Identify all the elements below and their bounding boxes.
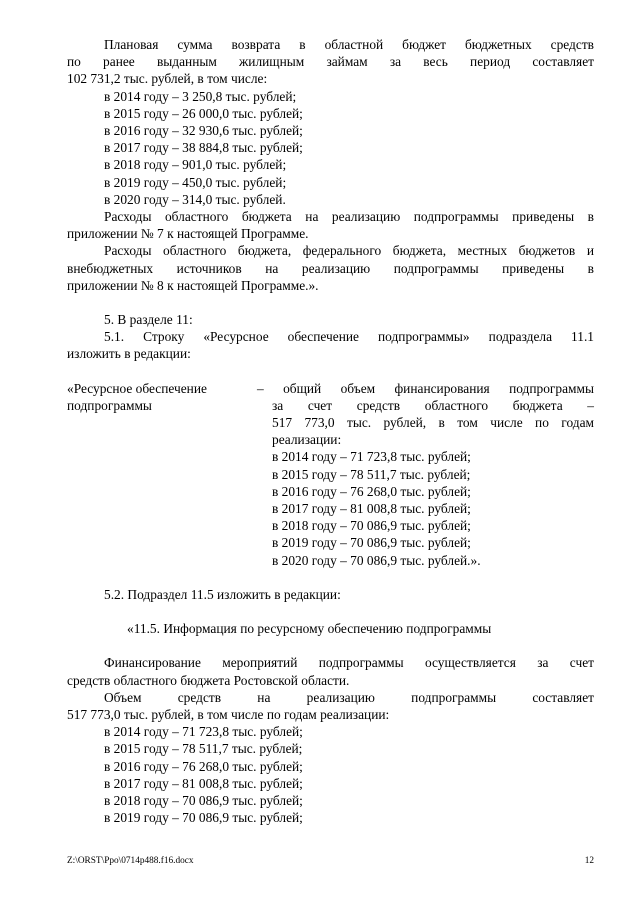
resource-table-row — [67, 380, 594, 569]
row-year-line: в 2014 году – 71 723,8 тыс. рублей; — [272, 449, 471, 465]
plan-year-line: в 2020 году – 314,0 тыс. рублей. — [104, 191, 286, 207]
row-year-line: в 2019 году – 70 086,9 тыс. рублей; — [272, 535, 471, 551]
plan-year-line: в 2017 году – 38 884,8 тыс. рублей; — [104, 140, 303, 156]
item-5-1-line-1: 5.1. Строку «Ресурсное обеспечение подпрограммы» подраздела 11.1 — [104, 329, 594, 345]
plan-year-line: в 2018 году – 901,0 тыс. рублей; — [104, 157, 287, 173]
plan-year-line: в 2014 году – 3 250,8 тыс. рублей; — [104, 88, 297, 104]
plan-year-line: в 2016 году – 32 930,6 тыс. рублей; — [104, 123, 303, 139]
row-year-line: в 2017 году – 81 008,8 тыс. рублей; — [272, 501, 471, 517]
spacer — [67, 603, 594, 620]
volume-line-1: Объем средств на реализацию подпрограммы составляет — [104, 689, 594, 705]
document-body — [67, 36, 594, 826]
spacer — [67, 294, 594, 311]
expenses-paragraph-2-line-1: Расходы областного бюджета, федерального бюджета, местных бюджетов и — [104, 243, 594, 259]
item-5-1-line-2: изложить в редакции: — [67, 346, 191, 362]
plan-paragraph-line-1: Плановая сумма возврата в областной бюджет бюджетных средств — [104, 37, 594, 52]
spacer — [67, 569, 594, 586]
row-value-line-3: 517 773,0 тыс. рублей, в том числе по годам — [272, 415, 594, 431]
bottom-year-line: в 2017 году – 81 008,8 тыс. рублей; — [104, 775, 303, 791]
plan-year-line: в 2015 году – 26 000,0 тыс. рублей; — [104, 105, 303, 121]
resource-row-value — [257, 380, 594, 569]
file-path: Z:\ORST\Ppo\0714p488.f16.docx — [67, 856, 194, 866]
bottom-year-line: в 2014 году – 71 723,8 тыс. рублей; — [104, 724, 303, 740]
row-year-line: в 2020 году – 70 086,9 тыс. рублей.». — [272, 552, 481, 568]
row-year-line: в 2018 году – 70 086,9 тыс. рублей; — [272, 518, 471, 534]
expenses-paragraph-1-line-2: приложении № 7 к настоящей Программе. — [67, 226, 309, 242]
bottom-year-line: в 2015 году – 78 511,7 тыс. рублей; — [104, 741, 303, 757]
item-5-2: 5.2. Подраздел 11.5 изложить в редакции: — [104, 586, 341, 602]
bottom-year-line: в 2019 году – 70 086,9 тыс. рублей; — [104, 810, 303, 826]
expenses-paragraph-1-line-1: Расходы областного бюджета на реализацию подпрограммы приведены в — [104, 209, 594, 225]
expenses-paragraph-2-line-3: приложении № 8 к настоящей Программе.». — [67, 277, 319, 293]
row-year-line: в 2016 году – 76 268,0 тыс. рублей; — [272, 483, 471, 499]
bottom-year-line: в 2018 году – 70 086,9 тыс. рублей; — [104, 792, 303, 808]
page-footer — [67, 856, 594, 866]
section-5-heading: 5. В разделе 11: — [104, 312, 193, 328]
plan-paragraph-line-3: 102 731,2 тыс. рублей, в том числе: — [67, 71, 268, 87]
resource-row-label — [67, 380, 257, 569]
volume-line-2: 517 773,0 тыс. рублей, в том числе по годам реализации: — [67, 706, 390, 722]
spacer — [67, 363, 594, 380]
bottom-year-line: в 2016 году – 76 268,0 тыс. рублей; — [104, 758, 303, 774]
expenses-paragraph-2-line-2: внебюджетных источников на реализацию подпрограммы приведены в — [67, 260, 594, 276]
row-label-line-2: подпрограммы — [67, 397, 152, 413]
page-number: 12 — [584, 856, 594, 866]
row-value-line-4: реализации: — [272, 432, 342, 448]
row-label-line-1: «Ресурсное обеспечение — [67, 380, 207, 396]
plan-paragraph-line-2: по ранее выданным жилищным займам за весь период составляет — [67, 54, 594, 70]
row-value-line-1: – общий объем финансирования подпрограммы — [257, 380, 594, 396]
spacer — [67, 637, 594, 654]
plan-year-line: в 2019 году – 450,0 тыс. рублей; — [104, 174, 287, 190]
row-year-line: в 2015 году – 78 511,7 тыс. рублей; — [272, 466, 471, 482]
financing-line-1: Финансирование мероприятий подпрограммы осуществляется за счет — [104, 655, 594, 671]
row-value-line-2: за счет средств областного бюджета – — [272, 397, 594, 413]
subsection-heading: «11.5. Информация по ресурсному обеспечению подпрограммы — [127, 621, 492, 637]
financing-line-2: средств областного бюджета Ростовской области. — [67, 672, 350, 688]
